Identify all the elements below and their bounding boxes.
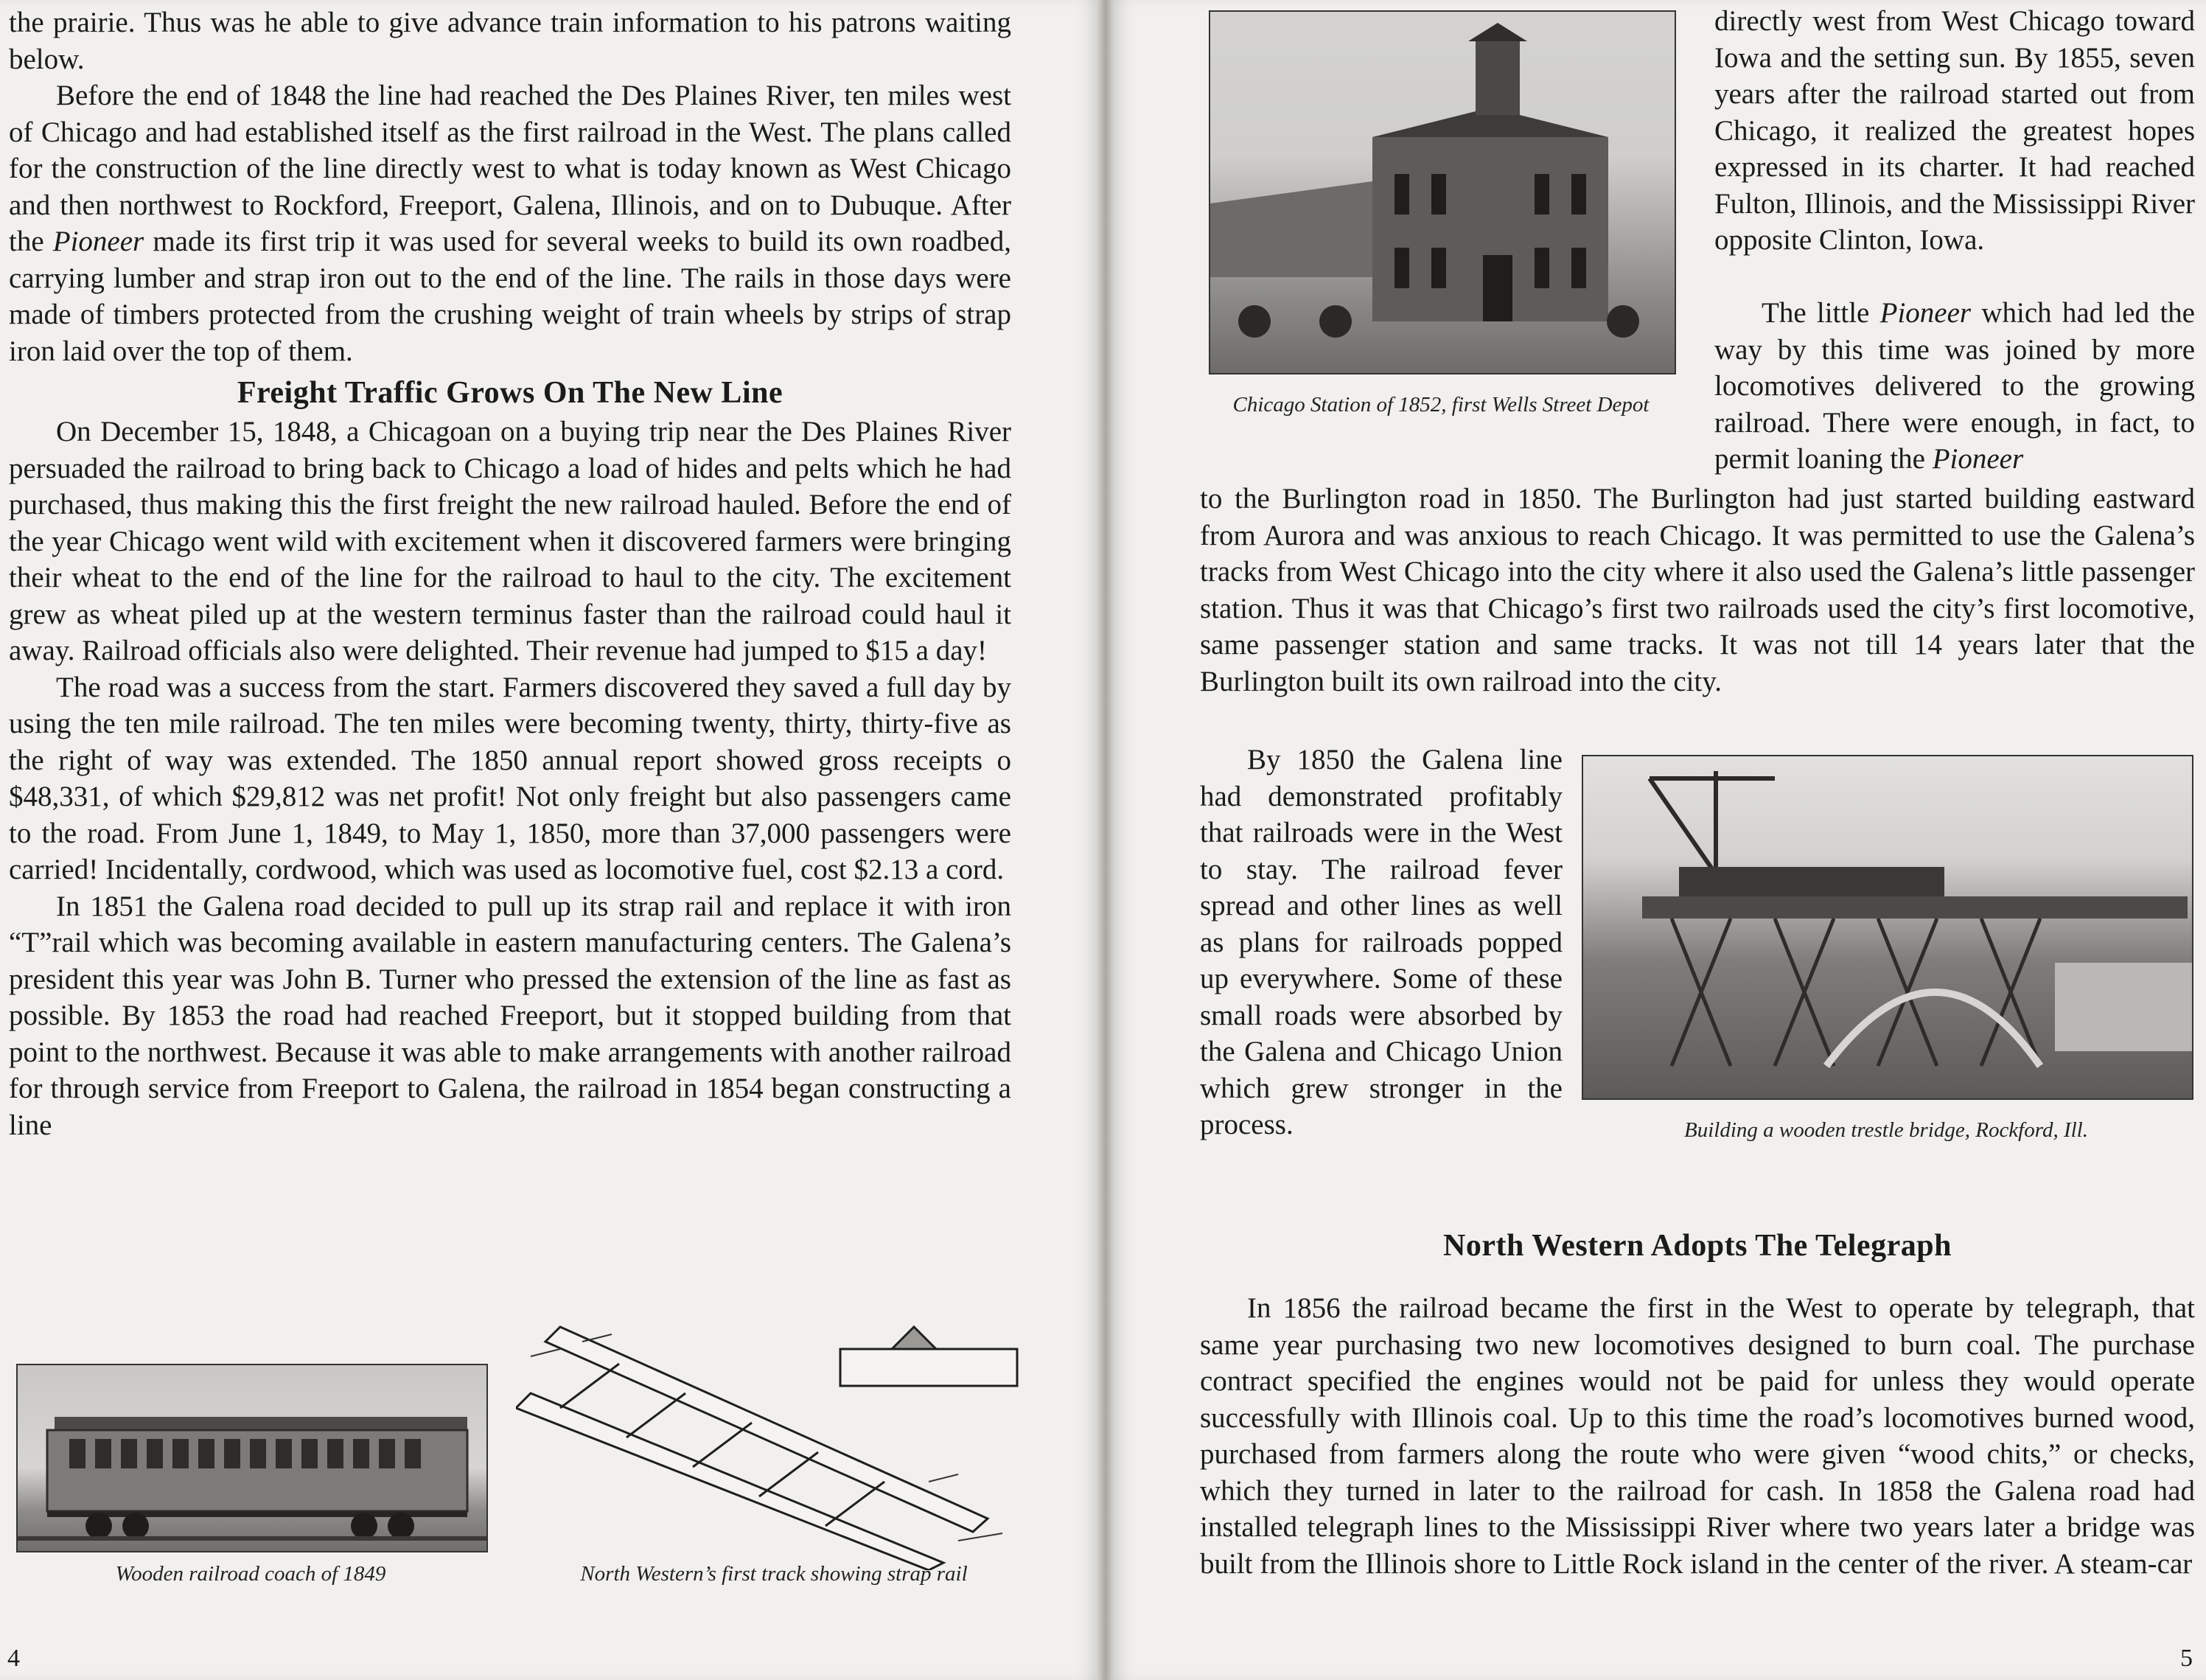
left-paragraph-3: On December 15, 1848, a Chicagoan on a buying trip near the Des Plaines River persuaded the railroad to bring back to Chicago a load of hides and pelts which he had purchased, thus making this the first freight the new railroad hauled. Before the end of the year Chicago went wild with excitement when it discovered farmers were bringing their wheat to the end of the line for the railroad to haul to the city. The excitement grew as wheat piled up at the western terminus faster than the railroad could haul it away. Railroad officials also were delighted. Their revenue had jumped to $15 a day! xyxy=(9,416,1011,666)
right-paragraph-3: By 1850 the Galena line had demonstrated profitably that railroads were in the West to stay. The railroad fever spread and other lines as well as plans for railroads popped up everywhere. Some of these small roads were absorbed by the Galena and Chicago Union which grew stronger in the process. xyxy=(1200,744,1563,1140)
right-page xyxy=(1113,0,2206,1680)
caption-chicago-station: Chicago Station of 1852, first Wells Street Depot xyxy=(1232,393,1650,416)
right-paragraph-2-part-a: The little xyxy=(1762,297,1880,329)
coach-illustration xyxy=(18,1365,486,1551)
wooden-coach-photo xyxy=(16,1364,488,1552)
caption-strap-rail-track: North Western’s first track showing strap rail xyxy=(580,1562,968,1586)
left-text-column xyxy=(9,4,1011,1143)
left-paragraph-4: The road was a success from the start. Farmers discovered they saved a full day by using the ten mile railroad. The ten miles were becoming twenty, thirty, thirty-five as the right of way was extended. The 1850 annual report showed gross receipts o $48,331, of which $29,812 was net profit! Not only freight but also passengers came to the road. From June 1, 1849, to May 1, 1850, more than 37,000 passengers were carried! Incidentally, cordwood, which was used as locomotive fuel, cost $2.13 a cord. xyxy=(9,671,1011,885)
section-heading-telegraph: North Western Adopts The Telegraph xyxy=(1443,1229,1952,1263)
right-paragraph-2-wide xyxy=(1200,481,2195,700)
right-paragraph-2-part-b: which had led the way by this time was joined by more locomotives delivered to the growing railroad. There were enough, in fact, to permit loaning the xyxy=(1714,297,2195,475)
pioneer-italic: Pioneer xyxy=(1879,297,1972,329)
section-heading-freight: Freight Traffic Grows On The New Line xyxy=(237,376,783,410)
left-paragraph-2-part-a: Before the end of 1848 the line had reached the Des Plaines River, ten miles west of Chicago and had established itself as the first railroad in the West. The plans called for the construction of the line directly west to what is today known as West Chicago and then northwest to Rockford, Freeport, Galena, Illinois, and on to Dubuque. After the xyxy=(9,80,1011,257)
book-gutter xyxy=(1098,0,1113,1680)
bridge-illustration xyxy=(1583,756,2192,1098)
right-paragraph-2 xyxy=(1714,295,2195,478)
strap-rail-track-drawing xyxy=(516,1297,1032,1570)
track-illustration xyxy=(516,1297,1032,1570)
right-text-column-upper xyxy=(1714,3,2195,259)
pioneer-italic-2: Pioneer xyxy=(1932,443,2024,475)
right-paragraph-2-narrow xyxy=(1714,295,2195,478)
left-paragraph-5: In 1851 the Galena road decided to pull up its strap rail and replace it with iron “T”rail which was becoming available in eastern manufacturing centers. The Galena’s president this year was John B. Turner who pressed the extension of the line as fast as possible. By 1853 the road had reached Freeport, but it stopped building from that point to the northwest. Because it was able to make arrangements with another railroad for through service from Freeport to Galena, the railroad in 1854 began constructing a line xyxy=(9,890,1011,1141)
left-page xyxy=(0,0,1098,1680)
right-paragraph-4: In 1856 the railroad became the first in the West to operate by telegraph, that same year purchasing two new locomotives designed to burn coal. The purchase contract specified the engines would not be paid for unless they would operate successfully with Illinois coal. Up to this time the road’s locomotives burned wood, purchased from farmers along the route who were given “wood chits,” or checks, which they turned in later to the railroad for cash. In 1858 the Galena road had installed telegraph lines to the Mississippi River where two years later a bridge was built from the Illinois shore to Little Rock island in the center of the river. A steam-car xyxy=(1200,1292,2195,1580)
left-paragraph-1: the prairie. Thus was he able to give advance train information to his patrons waiting below. xyxy=(9,7,1011,75)
page-number-right: 5 xyxy=(2180,1645,2193,1672)
right-text-column-lower xyxy=(1200,1290,2195,1582)
trestle-bridge-photo xyxy=(1582,755,2193,1100)
chicago-station-photo xyxy=(1209,10,1676,374)
caption-wooden-coach: Wooden railroad coach of 1849 xyxy=(115,1562,386,1586)
caption-trestle-bridge: Building a wooden trestle bridge, Rockford, Ill. xyxy=(1684,1118,2088,1142)
left-paragraph-2 xyxy=(9,77,1011,369)
right-paragraph-1: directly west from West Chicago toward Iowa and the setting sun. By 1855, seven years after the railroad started out from Chicago, it realized the greatest hopes expressed in its charter. It had reached Fulton, Illinois, and the Mississippi River opposite Clinton, Iowa. xyxy=(1714,5,2195,256)
right-text-column-beside-bridge xyxy=(1200,742,1563,1143)
page-number-left: 4 xyxy=(7,1645,20,1672)
right-paragraph-2-continued: to the Burlington road in 1850. The Burlington had just started building eastward from Aurora and was anxious to reach Chicago. It was permitted to use the Galena’s tracks from West Chicago into the city where it also used the Galena’s little passenger station. Thus it was that Chicago’s first two railroads used the city’s first locomotive, same passenger station and same tracks. It was not till 14 years later that the Burlington built its own railroad into the city. xyxy=(1200,483,2195,697)
left-paragraph-2-part-b: made its first trip it was used for several weeks to build its own roadbed, carrying lumber and strap iron out to the end of the line. The rails in those days were made of timbers protected from the crushing weight of train wheels by strips of strap iron laid over the top of them. xyxy=(9,226,1011,367)
station-illustration xyxy=(1210,12,1675,373)
pioneer-italic: Pioneer xyxy=(52,226,144,257)
